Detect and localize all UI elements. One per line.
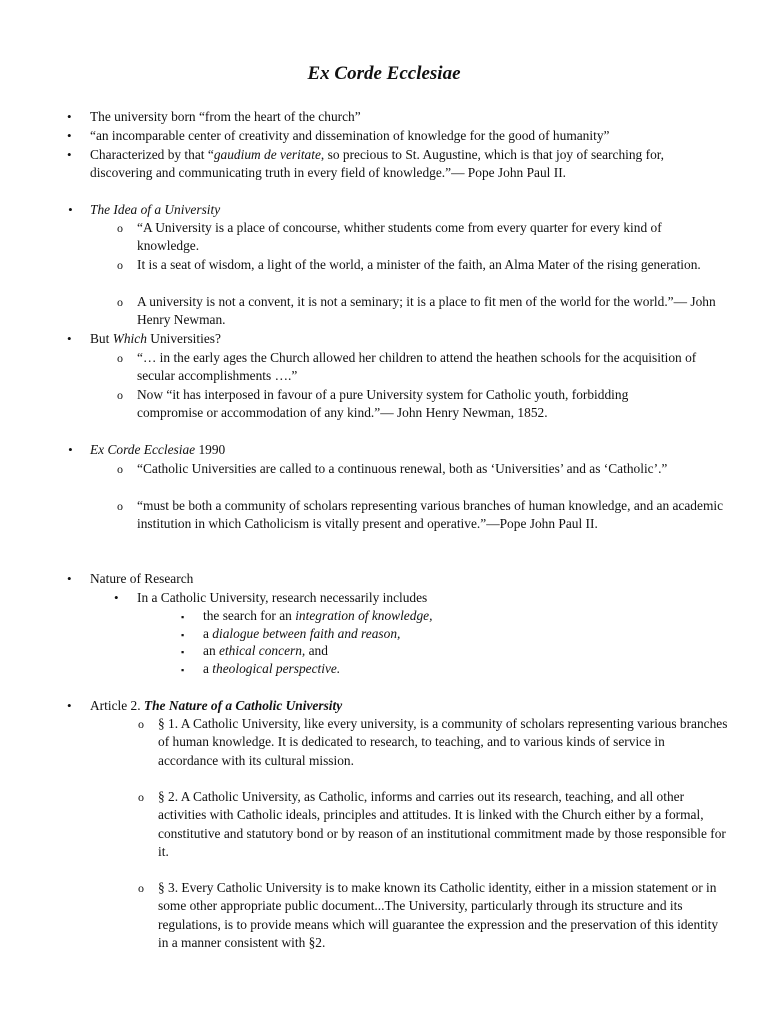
list-item: o Now “it has interposed in favour of a pure University system for Catholic youth, forbidding compromise or accommodation of any kind.”— John Henry Newman, 1852. bbox=[117, 387, 629, 421]
list-item: • Characterized by that “gaudium de veritate, so precious to St. Augustine, which is that joy of searching for, discovering and communicating truth in every field of knowledge.”— Pope John Paul II. bbox=[67, 147, 665, 181]
bullet-circle: o bbox=[117, 499, 123, 513]
bullet-dot: • bbox=[67, 147, 72, 162]
list-item: o “A University is a place of concourse, whither students come from every quarter for every kind of knowledge. bbox=[117, 220, 662, 254]
bullet-dot: • bbox=[67, 698, 72, 713]
bullet-dot: • bbox=[67, 571, 72, 586]
section-heading: • Nature of Research bbox=[90, 570, 730, 588]
bullet-circle: o bbox=[138, 881, 144, 895]
list-item: ▪ an ethical concern, and bbox=[203, 642, 703, 660]
bullet-square: ▪ bbox=[181, 647, 185, 657]
section-heading: • Ex Corde Ecclesiae 1990 bbox=[90, 441, 730, 459]
list-item: o A university is not a convent, it is not a seminary; it is a place to fit men of the world for the world.”— John Henry Newman. bbox=[117, 294, 716, 328]
bullet-circle: o bbox=[117, 388, 123, 402]
bullet-dot: • bbox=[68, 202, 73, 217]
section-heading: • The Idea of a University bbox=[90, 201, 730, 219]
bullet-circle: o bbox=[117, 295, 123, 309]
bullet-circle: o bbox=[117, 351, 123, 365]
section-heading: • Article 2. The Nature of a Catholic University bbox=[90, 697, 730, 715]
bullet-dot: • bbox=[67, 109, 72, 124]
list-item: ▪ the search for an integration of knowledge, bbox=[203, 607, 703, 625]
bullet-dot: • bbox=[68, 442, 73, 457]
list-item: o “… in the early ages the Church allowed her children to attend the heathen schools for the acquisition of secular accomplishments ….” bbox=[117, 350, 697, 384]
list-item: • The university born “from the heart of the church” bbox=[90, 108, 730, 126]
bullet-circle: o bbox=[117, 258, 123, 272]
bullet-square: ▪ bbox=[181, 665, 185, 675]
document-title: Ex Corde Ecclesiae bbox=[307, 63, 461, 84]
bullet-circle: o bbox=[138, 790, 144, 804]
list-item: o It is a seat of wisdom, a light of the world, a minister of the faith, an Alma Mater of the rising generation. bbox=[137, 256, 717, 274]
bullet-square: ▪ bbox=[181, 612, 185, 622]
list-item: • “an incomparable center of creativity and dissemination of knowledge for the good of humanity” bbox=[90, 127, 730, 145]
bullet-dot: • bbox=[67, 331, 72, 346]
bullet-circle: o bbox=[117, 221, 123, 235]
bullet-circle: o bbox=[138, 717, 144, 731]
paragraph: o § 3. Every Catholic University is to make known its Catholic identity, either in a mission statement or in some other appropriate public document...The University, particularly through its structure and its regulations, is to provide means which will guarantee the expression and the preservation of this identity in a manner consistent with §2. bbox=[138, 880, 719, 951]
list-item: ▪ a theological perspective. bbox=[203, 660, 703, 678]
bullet-dot: • bbox=[67, 128, 72, 143]
paragraph: o § 1. A Catholic University, like every university, is a community of scholars representing various branches of human knowledge. It is dedicated to research, to teaching, and to various kinds of service in accordance with its cultural mission. bbox=[138, 716, 728, 768]
list-item: • In a Catholic University, research necessarily includes bbox=[137, 589, 737, 607]
bullet-square: ▪ bbox=[181, 630, 185, 640]
list-item: o “Catholic Universities are called to a continuous renewal, both as ‘Universities’ and as ‘Catholic’.” bbox=[137, 460, 697, 478]
section-heading: • But Which Universities? bbox=[90, 330, 730, 348]
bullet-circle: o bbox=[117, 462, 123, 476]
list-item: o “must be both a community of scholars representing various branches of human knowledge, and an academic institution in which Catholicism is vitally present and operative.”—Pope John Paul II. bbox=[117, 498, 724, 532]
paragraph: o § 2. A Catholic University, as Catholic, informs and carries out its research, teaching, and all other activities with Catholic ideals, principles and attitudes. It is linked with the Church either by a formal, constitutive and statutory bond or by reason of an institutional commitment made by those responsible for it. bbox=[138, 789, 726, 860]
list-item: ▪ a dialogue between faith and reason, bbox=[203, 625, 703, 643]
bullet-dot: • bbox=[114, 590, 119, 605]
